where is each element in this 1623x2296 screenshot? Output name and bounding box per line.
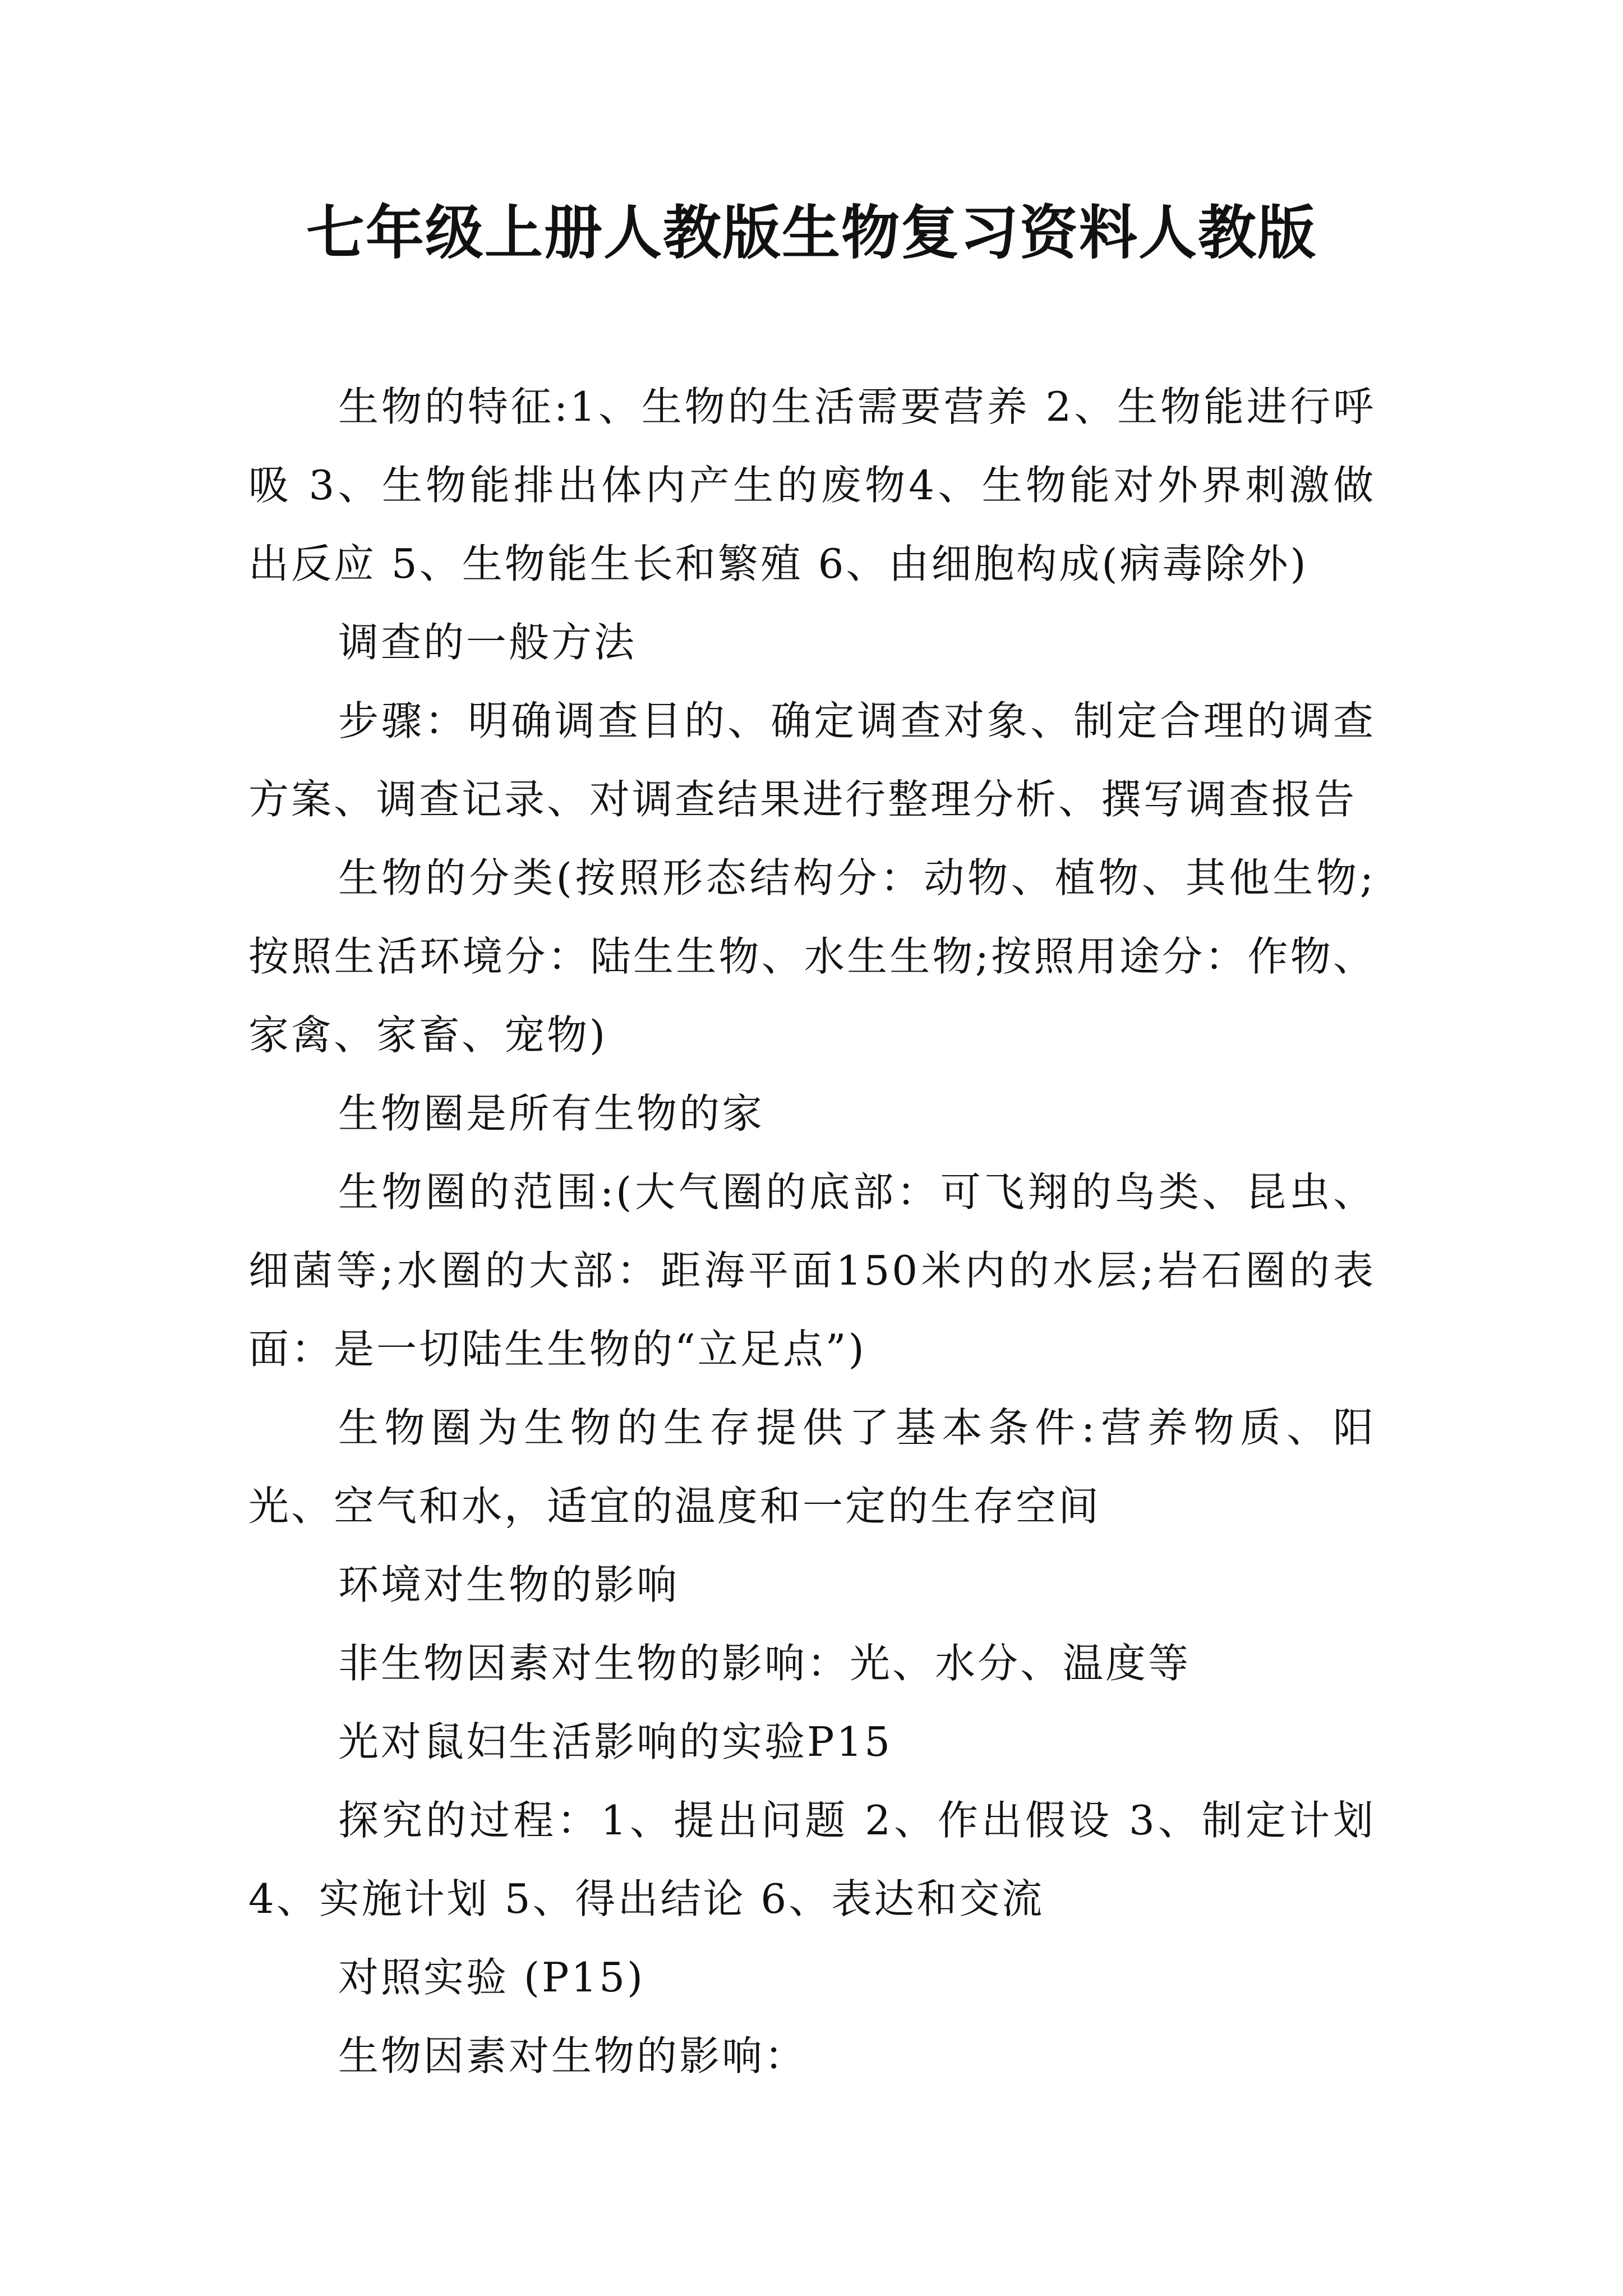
document-body — [248, 367, 1376, 2095]
paragraph-biotic-factors: 生物因素对生物的影响： — [338, 2032, 808, 2079]
paragraph-classification: 生物的分类(按照形态结构分：动物、植物、其他生物;按照生活环境分：陆生生物、水生生物;按照用途分：作物、家禽、家畜、宠物) — [248, 854, 1376, 1059]
paragraph-environment-heading: 环境对生物的影响 — [338, 1561, 680, 1608]
paragraph-controlled-experiment: 对照实验 (P15) — [338, 1954, 645, 2001]
paragraph-survey-methods-heading: 调查的一般方法 — [338, 619, 637, 666]
paragraph-biological-features: 生物的特征:1、生物的生活需要营养 2、生物能进行呼吸 3、生物能排出体内产生的废物4、生物能对外界刺激做出反应 5、生物能生长和繁殖 6、由细胞构成(病毒除外) — [248, 383, 1376, 587]
page-title: 七年级上册人教版生物复习资料人教版 — [306, 198, 1317, 267]
paragraph-biosphere-heading: 生物圈是所有生物的家 — [338, 1090, 765, 1137]
paragraph-abiotic-factors: 非生物因素对生物的影响：光、水分、温度等 — [338, 1640, 1191, 1687]
paragraph-biosphere-range: 生物圈的范围:(大气圈的底部：可飞翔的鸟类、昆虫、细菌等;水圈的大部：距海平面150米内的水层;岩石圈的表面：是一切陆生生物的“立足点”) — [248, 1168, 1376, 1373]
paragraph-survey-steps: 步骤：明确调查目的、确定调查对象、制定合理的调查方案、调查记录、对调查结果进行整理分析、撰写调查报告 — [248, 697, 1376, 823]
paragraph-woodlouse-experiment: 光对鼠妇生活影响的实验P15 — [338, 1718, 893, 1765]
paragraph-biosphere-conditions: 生物圈为生物的生存提供了基本条件:营养物质、阳光、空气和水，适宜的温度和一定的生存空间 — [248, 1404, 1376, 1530]
paragraph-inquiry-process: 探究的过程：1、提出问题 2、作出假设 3、制定计划 4、实施计划 5、得出结论 6、表达和交流 — [248, 1797, 1376, 1922]
